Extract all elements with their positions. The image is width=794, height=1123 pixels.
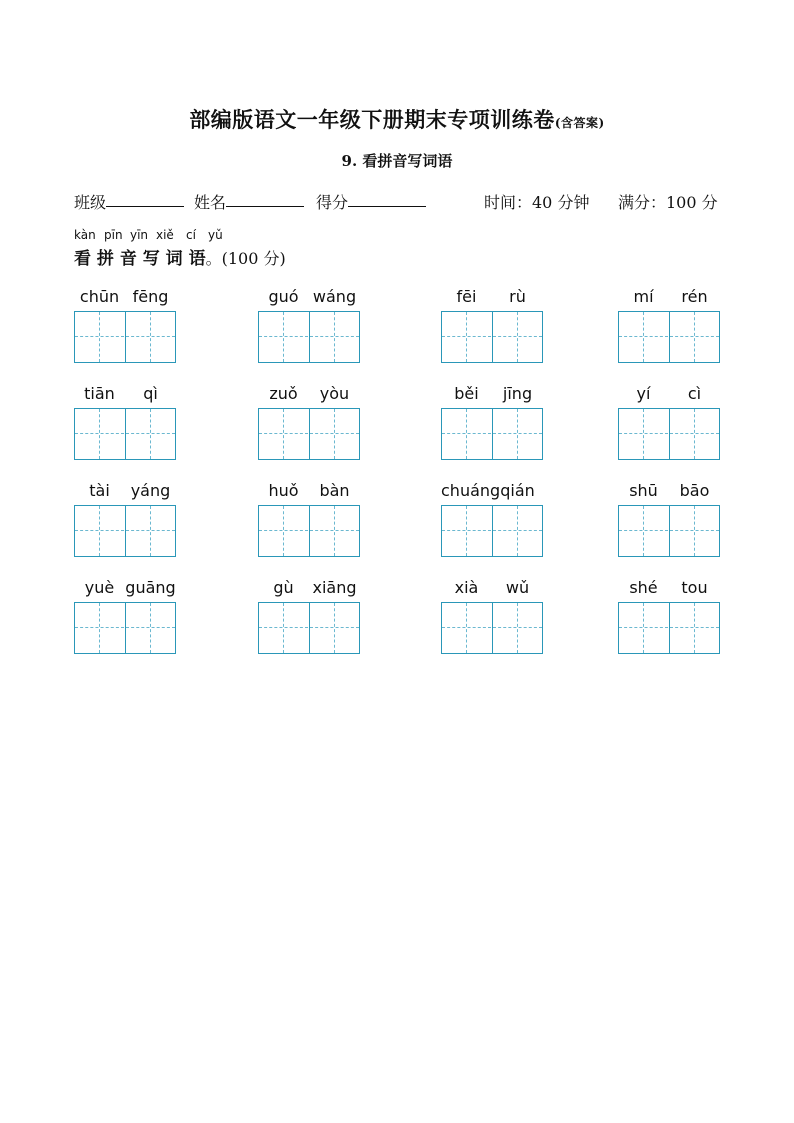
pinyin-syllable: fēng bbox=[132, 287, 169, 306]
writing-grid bbox=[441, 602, 543, 654]
word-pinyin bbox=[441, 481, 543, 505]
writing-cell[interactable] bbox=[259, 603, 309, 653]
instruction-pinyin-1: kàn bbox=[74, 228, 96, 242]
word-pinyin bbox=[618, 384, 720, 408]
instruction-points: 。(100 分) bbox=[205, 249, 286, 268]
word-pinyin bbox=[74, 578, 176, 602]
word-item bbox=[441, 287, 543, 377]
time-text: 时间：40 分钟 bbox=[484, 193, 590, 212]
word-pinyin bbox=[618, 287, 720, 311]
score-field bbox=[316, 190, 348, 213]
word-item bbox=[618, 578, 720, 668]
writing-cell[interactable] bbox=[492, 312, 542, 362]
word-pinyin bbox=[258, 578, 360, 602]
pinyin-syllable: xià bbox=[454, 578, 479, 597]
writing-grid bbox=[74, 408, 176, 460]
word-pinyin bbox=[258, 481, 360, 505]
writing-cell[interactable] bbox=[619, 409, 669, 459]
writing-cell[interactable] bbox=[75, 312, 125, 362]
pinyin-syllable: bàn bbox=[319, 481, 350, 500]
pinyin-syllable: cì bbox=[687, 384, 702, 403]
word-pinyin bbox=[618, 481, 720, 505]
instruction bbox=[74, 244, 286, 269]
score-label: 得分 bbox=[316, 193, 349, 212]
word-item bbox=[258, 384, 360, 474]
title-text: 部编版语文一年级下册期末专项训练卷 bbox=[189, 107, 555, 132]
writing-grid bbox=[258, 602, 360, 654]
pinyin-syllable: shū bbox=[629, 481, 658, 500]
writing-cell[interactable] bbox=[669, 312, 719, 362]
word-item bbox=[441, 481, 543, 571]
writing-grid bbox=[74, 602, 176, 654]
pinyin-syllable: gù bbox=[273, 578, 294, 597]
writing-grid bbox=[618, 505, 720, 557]
word-pinyin bbox=[74, 384, 176, 408]
word-item bbox=[74, 578, 176, 668]
word-item bbox=[618, 384, 720, 474]
pinyin-syllable: tài bbox=[89, 481, 110, 500]
pinyin-syllable: fēi bbox=[456, 287, 477, 306]
page-title bbox=[0, 104, 794, 134]
writing-cell[interactable] bbox=[619, 312, 669, 362]
pinyin-syllable: bāo bbox=[679, 481, 710, 500]
pinyin-syllable: mí bbox=[633, 287, 654, 306]
pinyin-syllable: rén bbox=[681, 287, 708, 306]
score-blank[interactable] bbox=[348, 190, 426, 207]
pinyin-syllable: yáng bbox=[130, 481, 171, 500]
class-blank[interactable] bbox=[106, 190, 184, 207]
pinyin-syllable: zuǒ bbox=[269, 384, 298, 403]
word-item bbox=[618, 481, 720, 571]
class-field bbox=[74, 190, 106, 213]
writing-grid bbox=[441, 311, 543, 363]
writing-cell[interactable] bbox=[259, 506, 309, 556]
pinyin-syllable: chuáng bbox=[441, 481, 501, 500]
instruction-pinyin-2: pīn bbox=[104, 228, 123, 242]
word-item bbox=[74, 384, 176, 474]
writing-grid bbox=[258, 505, 360, 557]
writing-cell[interactable] bbox=[442, 603, 492, 653]
writing-cell[interactable] bbox=[125, 603, 175, 653]
writing-cell[interactable] bbox=[492, 409, 542, 459]
pinyin-syllable: yuè bbox=[84, 578, 115, 597]
pinyin-syllable: tou bbox=[681, 578, 708, 597]
name-blank[interactable] bbox=[226, 190, 304, 207]
name-field bbox=[194, 190, 226, 213]
writing-cell[interactable] bbox=[442, 506, 492, 556]
word-item bbox=[441, 384, 543, 474]
title-suffix: (含答案) bbox=[554, 116, 605, 130]
word-pinyin bbox=[74, 287, 176, 311]
pinyin-syllable: yí bbox=[636, 384, 651, 403]
pinyin-syllable: shé bbox=[629, 578, 658, 597]
word-item bbox=[74, 287, 176, 377]
section-subtitle: 9. 看拼音写词语 bbox=[341, 152, 453, 170]
writing-grid bbox=[618, 602, 720, 654]
writing-cell[interactable] bbox=[309, 506, 359, 556]
writing-cell[interactable] bbox=[309, 409, 359, 459]
writing-cell[interactable] bbox=[75, 409, 125, 459]
word-pinyin bbox=[258, 384, 360, 408]
writing-grid bbox=[74, 311, 176, 363]
pinyin-syllable: tiān bbox=[84, 384, 115, 403]
writing-cell[interactable] bbox=[309, 312, 359, 362]
writing-cell[interactable] bbox=[492, 603, 542, 653]
word-pinyin bbox=[258, 287, 360, 311]
instruction-text: 看 拼 音 写 词 语 bbox=[74, 249, 206, 269]
word-item bbox=[441, 578, 543, 668]
pinyin-syllable: qián bbox=[500, 481, 535, 500]
writing-grid bbox=[441, 505, 543, 557]
name-label: 姓名 bbox=[194, 193, 227, 212]
writing-cell[interactable] bbox=[442, 312, 492, 362]
pinyin-syllable: huǒ bbox=[268, 481, 299, 500]
writing-cell[interactable] bbox=[125, 409, 175, 459]
instruction-pinyin-5: cí bbox=[186, 228, 196, 242]
writing-cell[interactable] bbox=[669, 506, 719, 556]
info-row bbox=[74, 190, 724, 214]
word-item bbox=[258, 578, 360, 668]
instruction-pinyin-3: yīn bbox=[130, 228, 149, 242]
writing-cell[interactable] bbox=[309, 603, 359, 653]
pinyin-syllable: yòu bbox=[319, 384, 350, 403]
writing-grid bbox=[618, 408, 720, 460]
instruction-pinyin-6: yǔ bbox=[208, 228, 223, 242]
pinyin-syllable: guāng bbox=[125, 578, 176, 597]
word-pinyin bbox=[441, 287, 543, 311]
writing-cell[interactable] bbox=[442, 409, 492, 459]
writing-cell[interactable] bbox=[75, 506, 125, 556]
writing-grid bbox=[441, 408, 543, 460]
writing-cell[interactable] bbox=[492, 506, 542, 556]
class-label: 班级 bbox=[74, 193, 107, 212]
writing-grid bbox=[74, 505, 176, 557]
word-item bbox=[258, 287, 360, 377]
writing-cell[interactable] bbox=[669, 603, 719, 653]
pinyin-syllable: chūn bbox=[79, 287, 120, 306]
word-item bbox=[618, 287, 720, 377]
pinyin-syllable: wǔ bbox=[505, 578, 530, 597]
word-pinyin bbox=[618, 578, 720, 602]
writing-grid bbox=[258, 408, 360, 460]
pinyin-syllable: guó bbox=[268, 287, 299, 306]
writing-cell[interactable] bbox=[669, 409, 719, 459]
pinyin-syllable: xiāng bbox=[312, 578, 357, 597]
writing-cell[interactable] bbox=[75, 603, 125, 653]
writing-grid bbox=[258, 311, 360, 363]
pinyin-syllable: jīng bbox=[502, 384, 533, 403]
pinyin-syllable: rù bbox=[509, 287, 526, 306]
word-pinyin bbox=[74, 481, 176, 505]
pinyin-syllable: běi bbox=[454, 384, 479, 403]
writing-cell[interactable] bbox=[619, 603, 669, 653]
pinyin-syllable: wáng bbox=[312, 287, 357, 306]
full-score-text: 满分：100 分 bbox=[618, 193, 718, 212]
writing-cell[interactable] bbox=[125, 312, 175, 362]
writing-grid bbox=[618, 311, 720, 363]
pinyin-syllable: qì bbox=[143, 384, 158, 403]
writing-cell[interactable] bbox=[259, 409, 309, 459]
instruction-pinyin-4: xiě bbox=[156, 228, 174, 242]
word-pinyin bbox=[441, 384, 543, 408]
writing-cell[interactable] bbox=[259, 312, 309, 362]
writing-cell[interactable] bbox=[125, 506, 175, 556]
writing-cell[interactable] bbox=[619, 506, 669, 556]
word-pinyin bbox=[441, 578, 543, 602]
word-item bbox=[258, 481, 360, 571]
word-item bbox=[74, 481, 176, 571]
